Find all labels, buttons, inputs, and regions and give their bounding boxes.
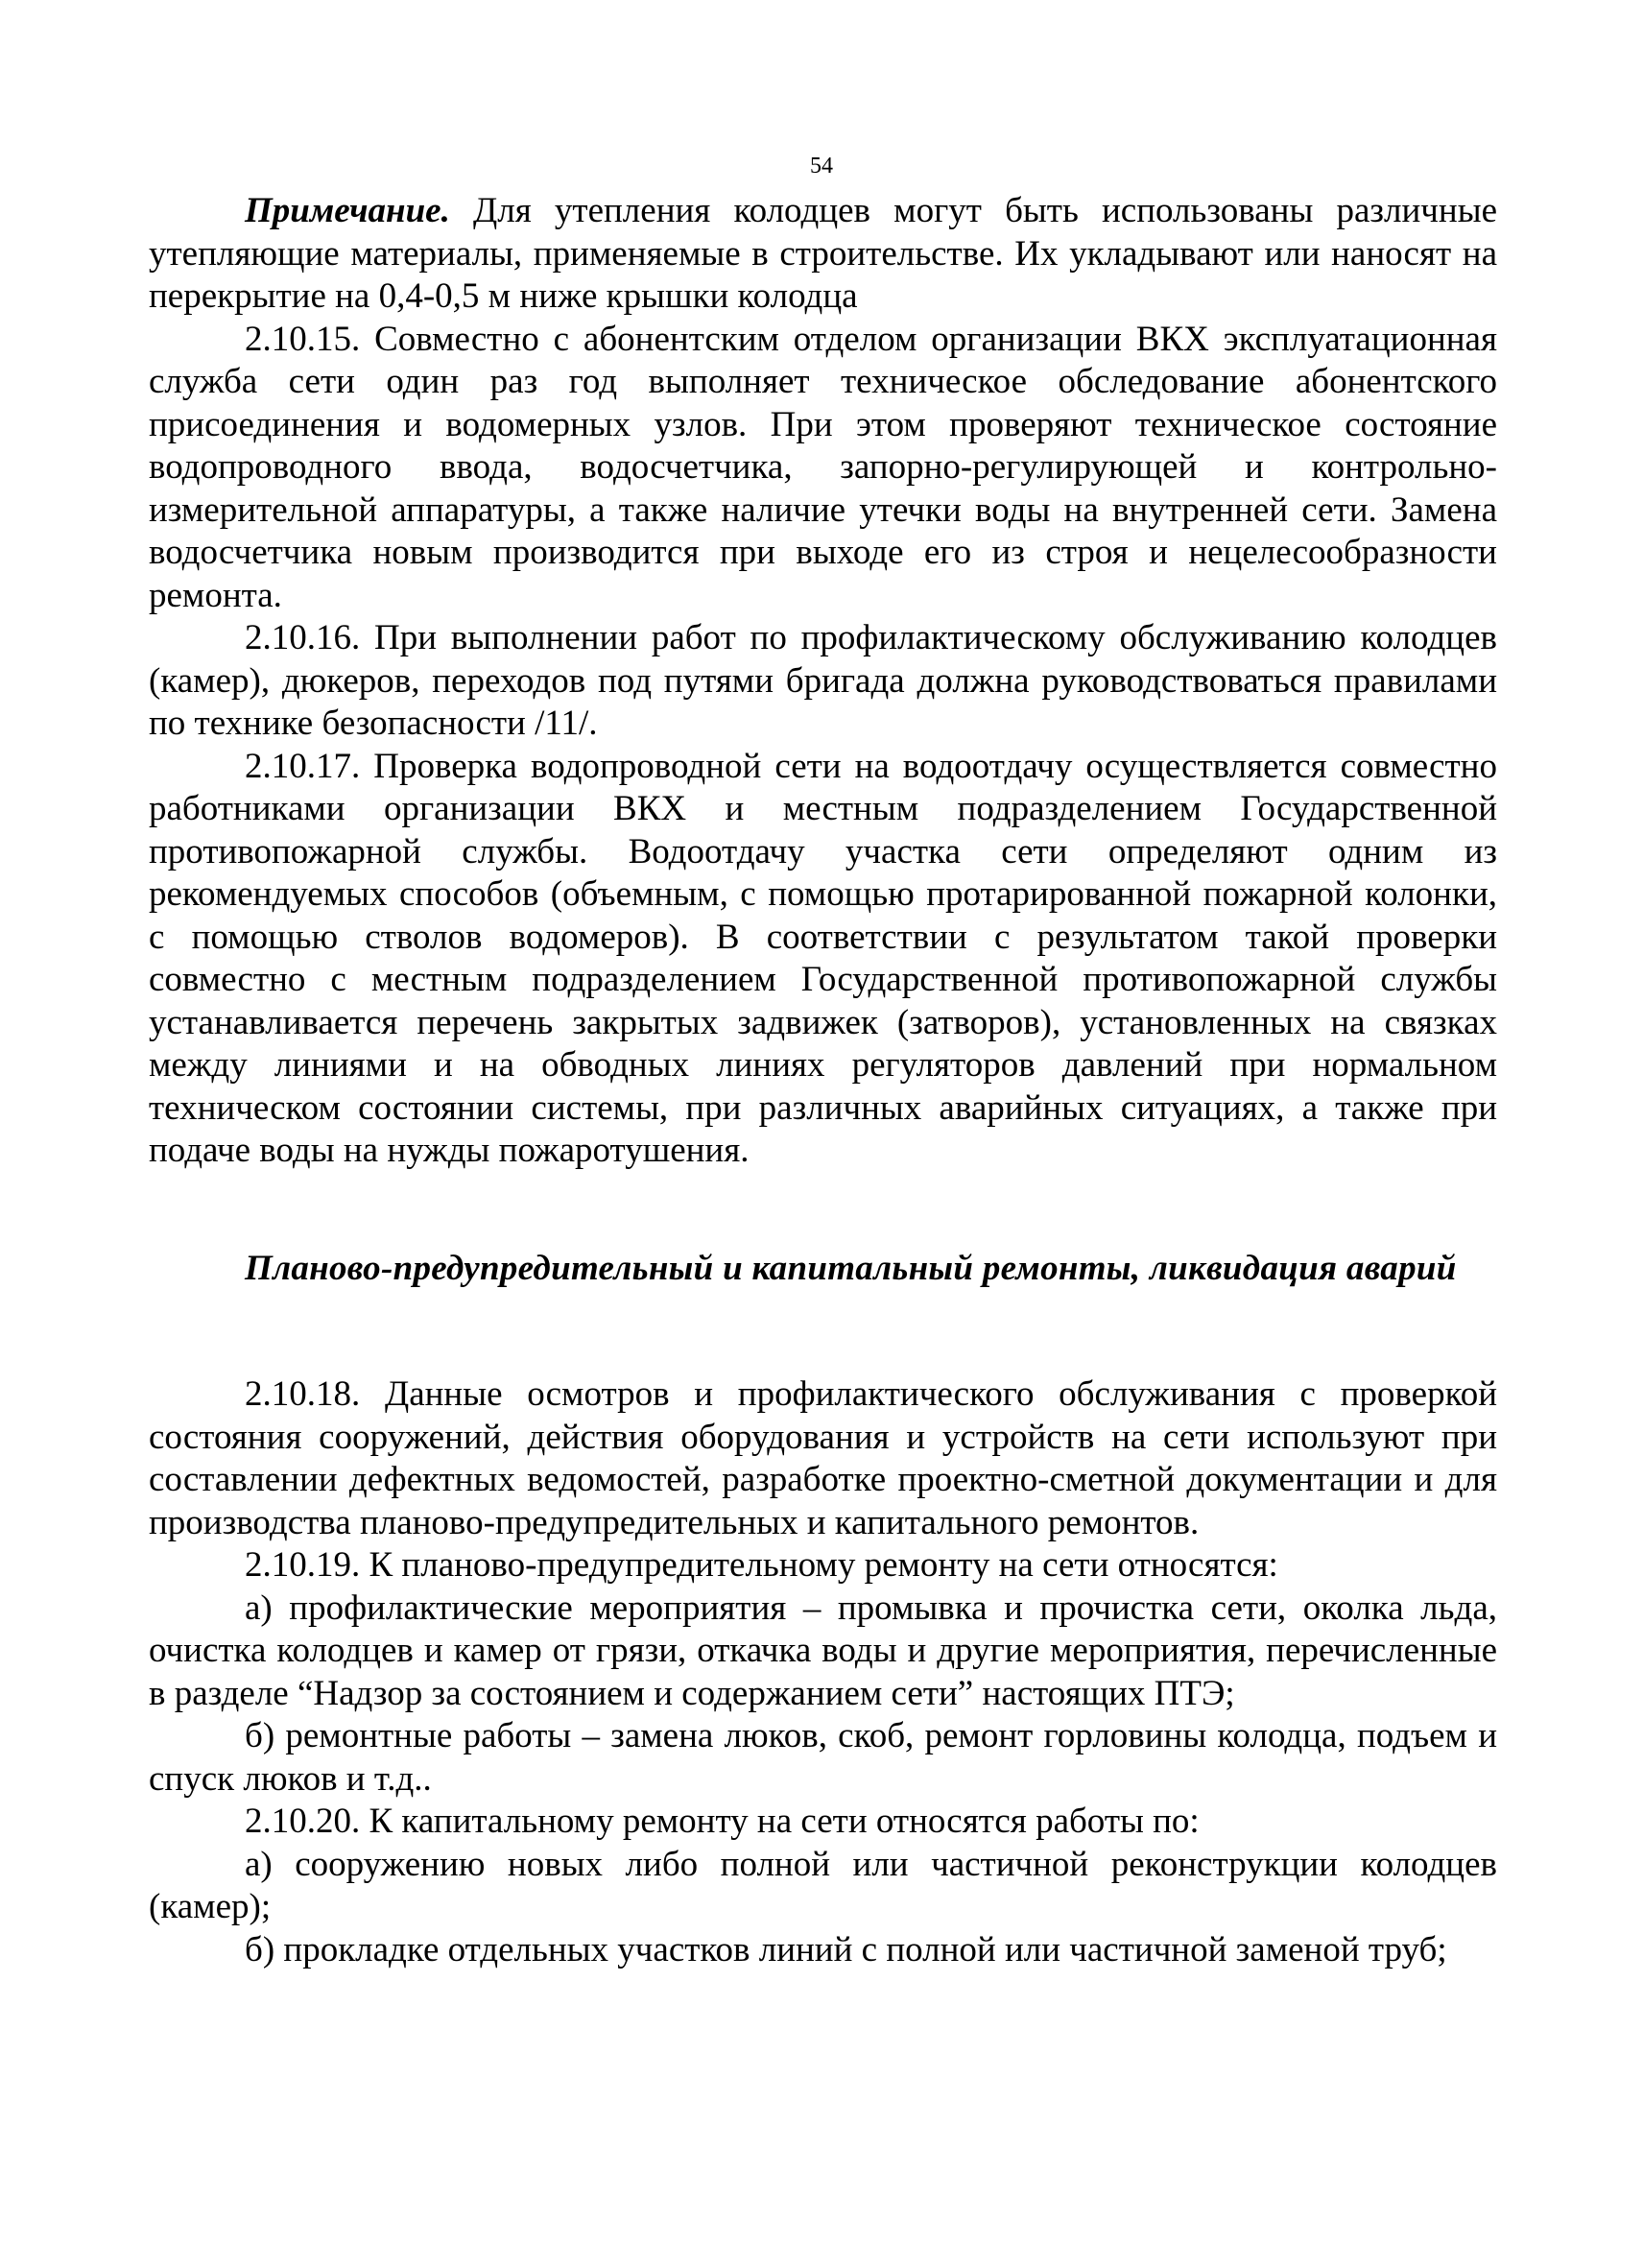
paragraph-2-10-20: 2.10.20. К капитальному ремонту на сети относятся работы по: [245, 1802, 1200, 1841]
paragraph-2-10-16: 2.10.16. При выполнении работ по профилактическому обслуживанию колодцев (камер), дюкеров, переходов под путями бригада должна руководствоваться правилами по технике безопасности /11/. [149, 618, 1497, 743]
list-item-2-10-20-a: а) сооружению новых либо полной или частичной реконструкции колодцев (камер); [149, 1844, 1497, 1926]
list-item-2-10-19-a: а) профилактические мероприятия – промывка и прочистка сети, околка льда, очистка колодцев и камер от грязи, откачка воды и другие мероприятия, перечисленные в разделе “Надзор за состоянием и содержанием сети” настоящих ПТЭ; [149, 1588, 1497, 1713]
paragraph-2-10-17: 2.10.17. Проверка водопроводной сети на водоотдачу осуществляется совместно работниками организации ВКХ и местным подразделением Государственной противопожарной службы. Водоотдачу участка сети определяют одним из рекомендуемых способов (объемным, с помощью протарированной пожарной колонки, с помощью стволов водомеров). В соответствии с результатом такой проверки совместно с местным подразделением Государственной противопожарной службы устанавливается перечень закрытых задвижек (затворов), установленных на связках между линиями и на обводных линиях регуляторов давлений при нормальном техническом состоянии системы, при различных аварийных ситуациях, а также при подаче воды на нужды пожаротушения. [149, 746, 1497, 1170]
paragraph-2-10-19: 2.10.19. К планово-предупредительному ремонту на сети относятся: [245, 1545, 1278, 1585]
list-item-2-10-20-b: б) прокладке отдельных участков линий с полной или частичной заменой труб; [245, 1929, 1447, 1970]
text-block-after-heading [149, 1373, 1497, 1971]
paragraph-2-10-18: 2.10.18. Данные осмотров и профилактического обслуживания с проверкой состояния сооружений, действия оборудования и устройств на сети используют при составлении дефектных ведомостей, разработке проектно-сметной документации и для производства планово-предупредительных и капитального ремонтов. [149, 1374, 1497, 1542]
note-label: Примечание. [245, 191, 450, 230]
page-number: 54 [810, 154, 833, 179]
section-heading-block [149, 1248, 1497, 1291]
note-paragraph [149, 190, 1497, 319]
section-heading: Планово-предупредительный и капитальный ремонты, ликвидация аварий [245, 1249, 1457, 1288]
note-text: Для утепления колодцев могут быть использованы различные утепляющие материалы, применяемые в строительстве. Их укладывают или наносят на перекрытие на 0,4-0,5 м ниже крышки колодца [149, 191, 1497, 316]
text-block-before-heading [149, 190, 1497, 1173]
list-item-2-10-19-b: б) ремонтные работы – замена люков, скоб, ремонт горловины колодца, подъем и спуск люков и т.д.. [149, 1716, 1497, 1799]
paragraph-2-10-15: 2.10.15. Совместно с абонентским отделом организации ВКХ эксплуатационная служба сети один раз год выполняет техническое обследование абонентского присоединения и водомерных узлов. При этом проверяют техническое состояние водопроводного ввода, водосчетчика, запорно-регулирующей и контрольно-измерительной аппаратуры, а также наличие утечки воды на внутренней сети. Замена водосчетчика новым производится при выходе его из строя и нецелесообразности ремонта. [149, 319, 1497, 615]
